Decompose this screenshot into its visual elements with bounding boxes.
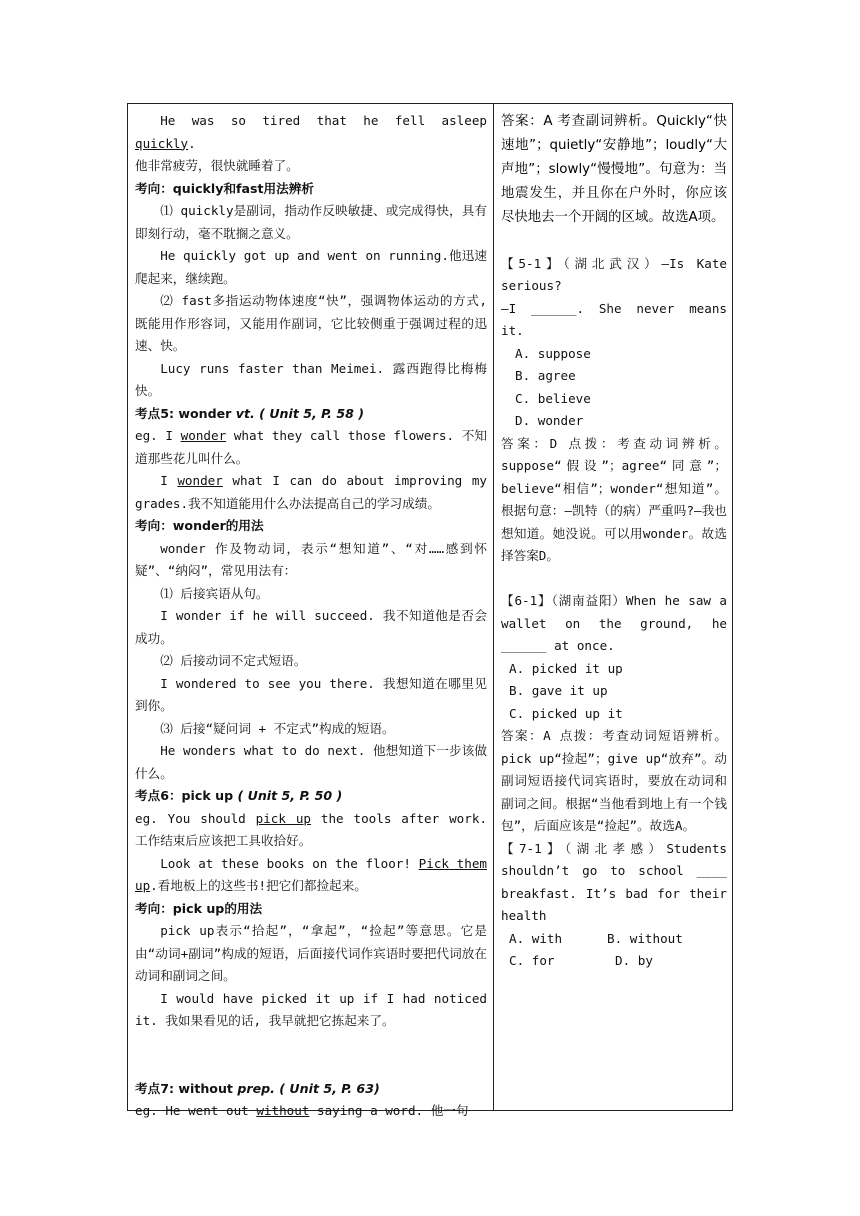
paragraph-wonder-rule-2: ⑵ 后接动词不定式短语。 <box>160 653 307 668</box>
heading-point-5: 考点5: wonder vt. ( Unit 5, P. 58 ) <box>135 405 364 421</box>
option-item: A. picked it up <box>509 660 623 676</box>
right-column <box>501 110 727 973</box>
option-item: C. picked up it <box>509 705 623 721</box>
content-table <box>127 103 733 1118</box>
paragraph-quickly-usage: ⑴ quickly是副词，指动作反映敏捷、或完成得快，具有即刻行动，毫不耽搁之意义。 <box>135 203 487 241</box>
paragraph-fast-example: Lucy runs faster than Meimei. 露西跑得比梅梅快。 <box>135 360 487 398</box>
answer-5-1: 答案：D 点拨：考查动词辨析。suppose“假设”；agree“同意”；believe“相信”；wonder“想知道”。根据句意：—凯特（的病）严重吗?—我也想知道。她没说。可以用wonder。故选择答案D。 <box>501 435 727 563</box>
paragraph-pickup-example-3: I would have picked it up if I had noticed it. 我如果看见的话, 我早就把它拣起来了。 <box>135 990 487 1028</box>
paragraph-wonder-example-4: I wondered to see you there. 我想知道在哪里见到你。 <box>135 675 487 713</box>
option-item: D. wonder <box>515 413 584 428</box>
paragraph-wonder-rule-1: ⑴ 后接宾语从句。 <box>160 585 269 601</box>
paragraph-wonder-example-5: He wonders what to do next. 他想知道下一步该做什么。 <box>135 743 487 781</box>
question-7-1: 【7-1】（湖北孝感）Students shouldn’t go to school ____ breakfast. It’s bad for their health <box>501 840 727 923</box>
spacer <box>501 230 727 253</box>
option-item: B. gave it up <box>509 683 608 698</box>
paragraph-fast-usage: ⑵ fast多指运动物体速度“快”，强调物体运动的方式, 既能用作形容词，又能用作副词，它比较侧重于强调过程的迅速、快。 <box>135 293 487 353</box>
option-item: A. suppose <box>515 345 591 361</box>
spacer <box>135 1033 487 1078</box>
paragraph-wonder-definition: wonder 作及物动词，表示“想知道”、“对……感到怀疑”、“纳闷”，常见用法有： <box>135 540 487 578</box>
option-list <box>501 658 727 726</box>
question-6-1: 【6-1】（湖南益阳）When he saw a wallet on the ground, he ______ at once. <box>501 593 727 653</box>
column-divider <box>493 104 494 1110</box>
heading-point-6: 考点6：pick up ( Unit 5, P. 50 ) <box>135 788 343 803</box>
paragraph-quickly-example-2: He quickly got up and went on running.他迅速爬起来，继续跑。 <box>135 248 487 286</box>
paragraph-pickup-example-1: eg. You should pick up the tools after work. 工作结束后应该把工具收拾好。 <box>135 810 487 848</box>
option-row <box>509 950 727 973</box>
paragraph-pickup-example-2: Look at these books on the floor! Pick them up.看地板上的这些书!把它们都捡起来。 <box>135 855 487 893</box>
option-item: C. believe <box>515 390 591 406</box>
paragraph-wonder-example-2: I wonder what I can do about improving my grades.我不知道能用什么办法提高自己的学习成绩。 <box>135 473 487 511</box>
question-5-1: 【5-1】（湖北武汉）—Is Kate serious? <box>501 255 727 293</box>
left-column <box>135 110 487 1123</box>
spacer <box>501 568 727 591</box>
heading-pickup-usage: 考向：pick up的用法 <box>135 900 263 916</box>
paragraph-wonder-example-1: eg. I wonder what they call those flowers. 不知道那些花儿叫什么。 <box>135 428 487 466</box>
heading-wonder-usage: 考向：wonder的用法 <box>135 518 264 533</box>
option-item: C. for <box>509 953 555 968</box>
option-item: D. by <box>615 953 653 968</box>
paragraph-without-example: eg. He went out without saying a word. 他一句 <box>135 1103 469 1118</box>
heading-point-7: 考点7: without prep. ( Unit 5, P. 63) <box>135 1080 380 1096</box>
option-list <box>501 928 727 973</box>
answer-6-1: 答案：A 点拨：考查动词短语辨析。pick up“捡起”；give up“放弃”。动副词短语接代词宾语时，要放在动词和副词之间。根据“当他看到地上有一个钱包”，后面应该是“捡起”。故选A。 <box>501 728 727 833</box>
option-item: A. with <box>509 930 563 946</box>
paragraph-pickup-definition: pick up表示“拾起”，“拿起”，“捡起”等意思。它是由“动词+副词”构成的短语，后面接代词作宾语时要把代词放在动词和副词之间。 <box>135 923 487 983</box>
option-item: B. without <box>607 930 683 946</box>
heading-quickly-fast: 考向：quickly和fast用法辨析 <box>135 180 314 196</box>
paragraph-wonder-rule-3: ⑶ 后接“疑问词 + 不定式”构成的短语。 <box>160 720 395 736</box>
option-row <box>509 928 727 951</box>
answer-adverb: 答案：A 考查副词辨析。Quickly“快速地”；quietly“安静地”；loudly“大声地”；slowly“慢慢地”。句意为：当地震发生，并且你在户外时，你应该尽快地去一个开阔的区域。故选A项。 <box>501 114 727 225</box>
paragraph-quickly-example: He was so tired that he fell asleep quickly. 他非常疲劳，很快就睡着了。 <box>135 113 487 173</box>
question-5-1-line-2: —I ______. She never means it. <box>501 300 727 338</box>
option-item: B. agree <box>515 368 576 383</box>
option-list <box>501 343 727 433</box>
paragraph-wonder-example-3: I wonder if he will succeed. 我不知道他是否会成功。 <box>135 608 487 646</box>
